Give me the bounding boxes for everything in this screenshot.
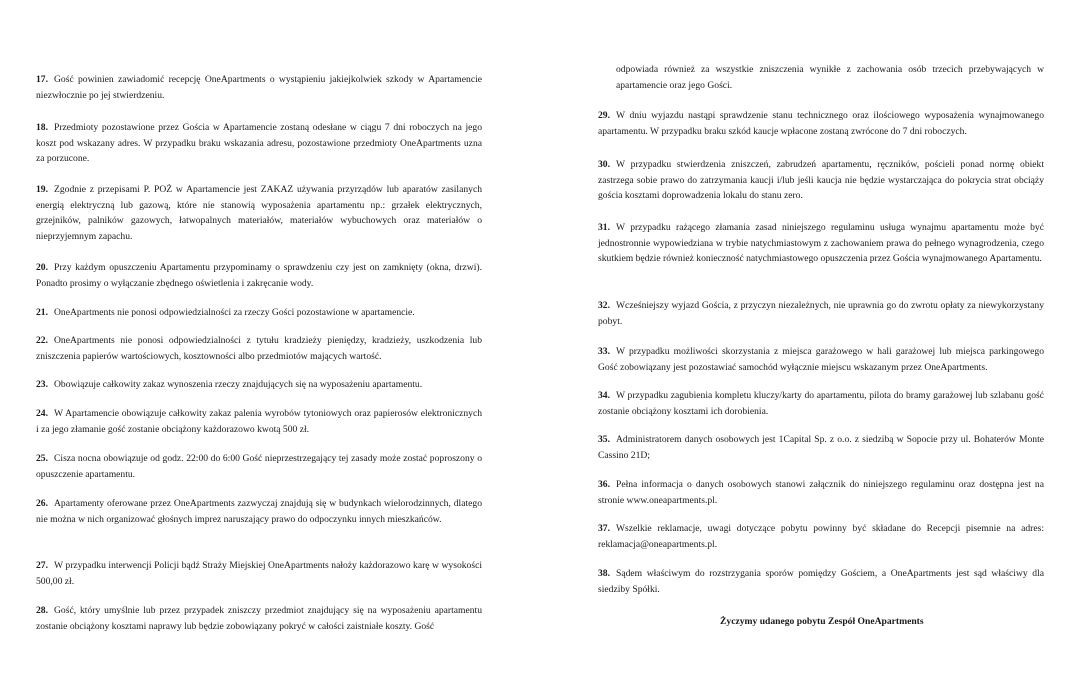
regulation-item-36 (598, 477, 1044, 508)
item-text: W przypadku rażącego złamania zasad niniejszego regulaminu usługa wynajmu apartamentu może być jednostronnie wypowiedziana w trybie natychmiastowym z zachowaniem prawa do pełnego wynagrodzenia, czego skutkiem będzie również konieczność natychmiastowego opuszczenia przez Gościa wynajmowanego Apartamentu. (598, 222, 1044, 264)
item-number: 22. (36, 335, 48, 346)
item-text: Pełna informacja o danych osobowych stanowi załącznik do niniejszego regulaminu oraz dostępna jest na stronie www.oneapartments.pl. (598, 479, 1044, 506)
item-number: 24. (36, 408, 48, 419)
item-number: 21. (36, 307, 48, 318)
regulation-item-22 (36, 333, 482, 364)
item-text: W przypadku interwencji Policji bądź Straży Miejskiej OneApartments nałoży każdorazowo karę w wysokości 500,00 zł. (36, 560, 482, 587)
regulation-item-21 (36, 305, 482, 321)
item-text: Przedmioty pozostawione przez Gościa w Apartamencie zostaną odesłane w ciągu 7 dni roboczych na jego koszt pod wskazany adres. W przypadku braku wskazania adresu, pozostawione przedmioty OneApartments uzna za porzucone. (36, 122, 482, 164)
item-text: Zgodnie z przepisami P. POŻ w Apartamencie jest ZAKAZ używania przyrządów lub aparatów zasilanych energią elektryczną lub gazową, które nie stanowią wyposażenia apartamentu np.: grzałek elektrycznych, grzejników, palników gazowych, łatwopalnych materiałów, materiałów wybuchowych oraz materiałów o nieprzyjemnym zapachu. (36, 184, 482, 242)
item-text: Wszelkie reklamacje, uwagi dotyczące pobytu powinny być składane do Recepcji pisemnie na adres: reklamacja@oneapartments.pl. (598, 523, 1044, 550)
closing-signature: Życzymy udanego pobytu Zespół OneApartments (720, 616, 924, 627)
item-number: 37. (598, 523, 610, 534)
item-number: 17. (36, 74, 48, 85)
item-text: Wcześniejszy wyjazd Gościa, z przyczyn niezależnych, nie uprawnia go do zwrotu opłaty za niewykorzystany pobyt. (598, 300, 1044, 327)
item-text: Przy każdym opuszczeniu Apartamentu przypominamy o sprawdzeniu czy jest on zamknięty (okna, drzwi). Ponadto prosimy o wyłączanie zbędnego oświetlenia i zakręcanie wody. (36, 262, 482, 289)
item-text: Apartamenty oferowane przez OneApartments zazwyczaj znajdują się w budynkach wielorodzinnych, dlatego nie można w nich organizować głośnych imprez naruszający prawo do odpoczynku innych mieszkańców. (36, 498, 482, 525)
item-number: 33. (598, 346, 610, 357)
item-number: 35. (598, 434, 610, 445)
item-number: 25. (36, 453, 48, 464)
item-number: 20. (36, 262, 48, 273)
regulation-item-30 (598, 157, 1044, 204)
item-number: 26. (36, 498, 48, 509)
item-number: 28. (36, 605, 48, 616)
item-text: W przypadku możliwości skorzystania z miejsca garażowego w hali garażowej lub miejsca parkingowego Gość zobowiązany jest pozostawiać samochód wyłącznie miejscu wskazanym przez OneApartments. (598, 346, 1044, 373)
item-text: Sądem właściwym do rozstrzygania sporów pomiędzy Gościem, a OneApartments jest sąd właściwy dla siedziby Spółki. (598, 568, 1044, 595)
regulation-item-18 (36, 120, 482, 167)
continuation-text: odpowiada również za wszystkie zniszczenia wynikłe z zachowania osób trzecich przebywających w apartamencie oraz jego Gości. (616, 64, 1044, 91)
item-text: W dniu wyjazdu nastąpi sprawdzenie stanu technicznego oraz ilościowego wyposażenia wynajmowanego apartamentu. W przypadku braku szkód kaucje wpłacone zostaną zwrócone do 7 dni roboczych. (598, 110, 1044, 137)
item-text: Gość powinien zawiadomić recepcję OneApartments o wystąpieniu jakiejkolwiek szkody w Apartamencie niezwłocznie po jej stwierdzeniu. (36, 74, 482, 101)
item-text: Administratorem danych osobowych jest 1Capital Sp. z o.o. z siedzibą w Sopocie przy ul. Bohaterów Monte Cassino 21D; (598, 434, 1044, 461)
regulation-item-29 (598, 108, 1044, 139)
regulation-item-25 (36, 451, 482, 482)
regulation-item-37 (598, 521, 1044, 552)
item-text: Gość, który umyślnie lub przez przypadek zniszczy przedmiot znajdujący się na wyposażeniu apartamentu zostanie obciążony kosztami naprawy lub będzie zobowiązany pokryć w całości zaistniałe koszty. Gość (36, 605, 482, 632)
item-number: 19. (36, 184, 48, 195)
item-text: W Apartamencie obowiązuje całkowity zakaz palenia wyrobów tytoniowych oraz papierosów elektronicznych i za jego złamanie gość zostanie obciążony każdorazowo kwotą 500 zł. (36, 408, 482, 435)
item-number: 27. (36, 560, 48, 571)
regulation-item-23 (36, 377, 482, 393)
item-text: W przypadku stwierdzenia zniszczeń, zabrudzeń apartamentu, ręczników, pościeli ponad normę obiekt zastrzega sobie prawo do zatrzymania kaucji i/lub jeśli kaucja nie będzie wystarczająca do pokrycia strat obciąży gościa kosztami doprowadzenia lokalu do stanu zero. (598, 159, 1044, 201)
item-text: Cisza nocna obowiązuje od godz. 22:00 do 6:00 Gość nieprzestrzegający tej zasady może zostać poproszony o opuszczenie apartamentu. (36, 453, 482, 480)
regulation-item-31 (598, 220, 1044, 267)
regulation-item-34 (598, 388, 1044, 419)
regulation-item-27 (36, 558, 482, 589)
item-text: OneApartments nie ponosi odpowiedzialności za rzeczy Gości pozostawione w apartamencie. (54, 307, 415, 318)
item-number: 38. (598, 568, 610, 579)
regulation-item-32 (598, 298, 1044, 329)
item-number: 30. (598, 159, 610, 170)
item-number: 29. (598, 110, 610, 121)
item-number: 31. (598, 222, 610, 233)
item-number: 32. (598, 300, 610, 311)
item-number: 18. (36, 122, 48, 133)
regulation-item-24 (36, 406, 482, 437)
item-number: 23. (36, 379, 48, 390)
regulation-item-38 (598, 566, 1044, 597)
item-text: W przypadku zagubienia kompletu kluczy/karty do apartamentu, pilota do bramy garażowej lub szlabanu gość zostanie obciążony kosztami ich dorobienia. (598, 390, 1044, 417)
item-text: OneApartments nie ponosi odpowiedzialności z tytułu kradzieży pieniędzy, kradzieży, uszkodzenia lub zniszczenia papierów wartościowych, kosztowności albo przedmiotów mających wartość. (36, 335, 482, 362)
regulation-item-26 (36, 496, 482, 527)
regulation-item-28 (36, 603, 482, 634)
item-number: 36. (598, 479, 610, 490)
regulation-item-35 (598, 432, 1044, 463)
regulation-item-20 (36, 260, 482, 291)
item-number: 34. (598, 390, 610, 401)
regulation-item-19 (36, 182, 482, 244)
item-text: Obowiązuje całkowity zakaz wynoszenia rzeczy znajdujących się na wyposażeniu apartamentu. (54, 379, 423, 390)
regulation-item-17 (36, 72, 482, 103)
regulation-item-33 (598, 344, 1044, 375)
item-28-continuation (598, 62, 1044, 93)
